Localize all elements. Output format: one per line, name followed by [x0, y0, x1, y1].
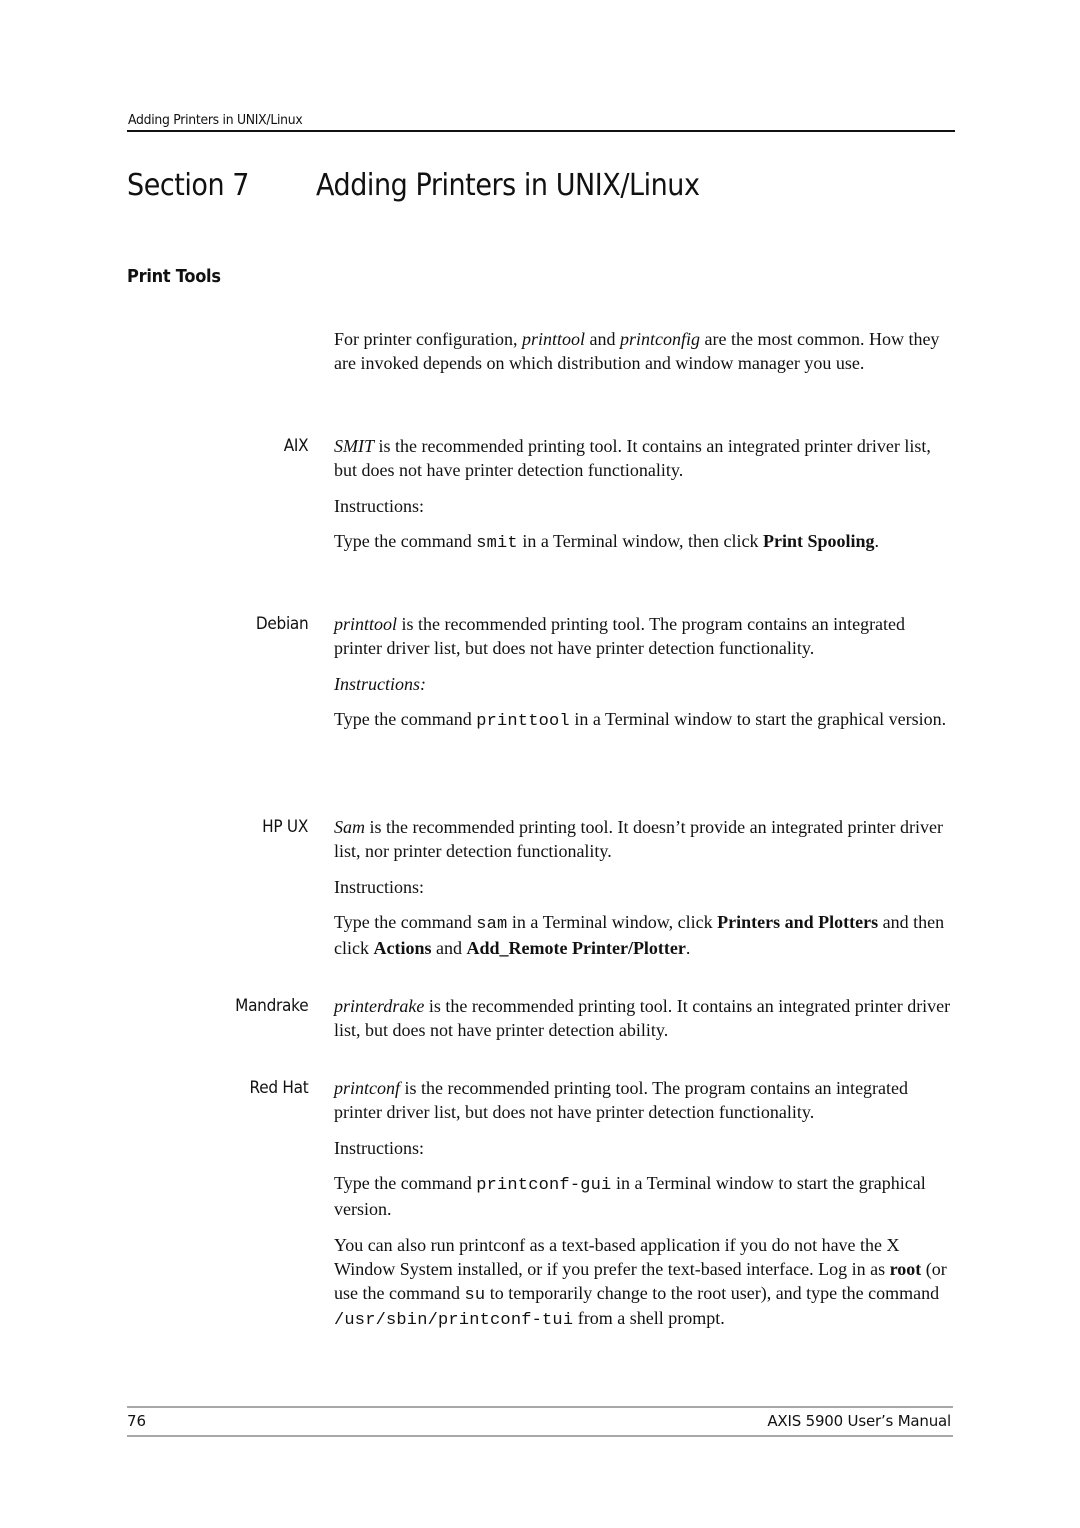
command: printconf-gui: [476, 1176, 612, 1196]
command: sam: [476, 915, 508, 935]
page-number: 76: [127, 1412, 147, 1430]
entry-label-redhat: Red Hat: [249, 1078, 308, 1098]
entry-label-mandrake: Mandrake: [234, 996, 308, 1016]
extra-paragraph: [334, 1234, 954, 1333]
instructions-text: [334, 1172, 954, 1222]
intro-text: and: [584, 329, 620, 349]
text: and then click: [334, 912, 945, 959]
text: in a Terminal window, click: [507, 912, 718, 933]
command: printtool: [476, 712, 570, 732]
tool-name: printtool: [334, 614, 398, 634]
entry-description: is the recommended printing tool. It doesn’t provide an integrated printer driver list, nor printer detection functionality.: [334, 817, 944, 861]
text: Type the command: [334, 531, 477, 552]
instructions-text: [334, 911, 954, 961]
entry-label-hpux: HP UX: [262, 817, 308, 837]
command: /usr/sbin/printconf-tui: [334, 1311, 574, 1331]
text: in a Terminal window to start the graphical version.: [334, 1173, 926, 1220]
section-number: Section 7: [127, 168, 250, 203]
entry-description: is the recommended printing tool. The program contains an integrated printer driver list, but does not have printer detection functionality.: [334, 614, 906, 658]
entry-label-debian: Debian: [255, 614, 308, 634]
user-reference: root: [889, 1258, 922, 1279]
entry-debian: [334, 613, 954, 734]
section-heading: [127, 168, 699, 203]
text: and: [431, 938, 467, 959]
menu-reference: Add_Remote Printer/Plotter: [466, 938, 686, 959]
instructions-text: [334, 530, 954, 556]
intro-text: are the most common. How they are invoked depends on which distribution and window manager you use.: [334, 329, 940, 373]
instructions-label: Instructions:: [334, 1137, 424, 1158]
instructions-label: Instructions:: [334, 876, 424, 897]
text: in a Terminal window to start the graphical version.: [569, 709, 947, 730]
text: Type the command: [334, 1173, 477, 1194]
tool-name: Sam: [334, 817, 365, 837]
entry-hpux: [334, 816, 954, 961]
text: You can also run printconf as a text-based application if you do not have the X Window System installed, or if you prefer the text-based interface. Log in as: [334, 1234, 900, 1279]
entry-description: is the recommended printing tool. The program contains an integrated printer driver list, but does not have printer detection functionality.: [334, 1078, 909, 1122]
menu-reference: Printers and Plotters: [717, 912, 879, 933]
entry-aix: [334, 435, 954, 556]
running-header: [127, 110, 955, 132]
subsection-title: Print Tools: [127, 266, 221, 287]
text: (or use the command: [334, 1258, 947, 1303]
section-title: Adding Printers in UNIX/Linux: [316, 168, 700, 203]
text: .: [874, 531, 880, 552]
entry-description: is the recommended printing tool. It contains an integrated printer driver list, but does not have printer detection ability.: [334, 996, 951, 1040]
command: su: [464, 1285, 486, 1305]
entry-mandrake: [334, 995, 954, 1043]
tool-name-printtool: printtool: [521, 329, 585, 349]
running-header-title: Adding Printers in UNIX/Linux: [128, 112, 303, 128]
instructions-label: Instructions:: [334, 495, 424, 516]
entry-redhat: [334, 1077, 954, 1333]
intro-text: For printer configuration,: [334, 329, 522, 349]
tool-name: SMIT: [334, 436, 374, 456]
text: Type the command: [334, 912, 477, 933]
manual-title: AXIS 5900 User’s Manual: [767, 1412, 951, 1430]
page-footer: [127, 1406, 953, 1437]
tool-name-printconfig: printconfig: [619, 329, 700, 349]
text: from a shell prompt.: [573, 1308, 725, 1329]
instructions-label: Instructions:: [334, 673, 426, 694]
text: in a Terminal window, then click: [517, 531, 763, 552]
text: to temporarily change to the root user), and type the command: [485, 1282, 940, 1303]
entry-description: is the recommended printing tool. It contains an integrated printer driver list, but does not have printer detection functionality.: [334, 436, 931, 480]
tool-name: printerdrake: [334, 996, 425, 1016]
menu-reference: Actions: [373, 938, 432, 959]
entry-label-aix: AIX: [283, 436, 308, 456]
command: smit: [476, 534, 518, 554]
text: Type the command: [334, 709, 477, 730]
text: .: [685, 938, 691, 959]
tool-name: printconf: [334, 1078, 400, 1098]
menu-reference: Print Spooling: [763, 531, 875, 552]
intro-paragraph: [334, 328, 954, 376]
instructions-text: [334, 708, 954, 734]
